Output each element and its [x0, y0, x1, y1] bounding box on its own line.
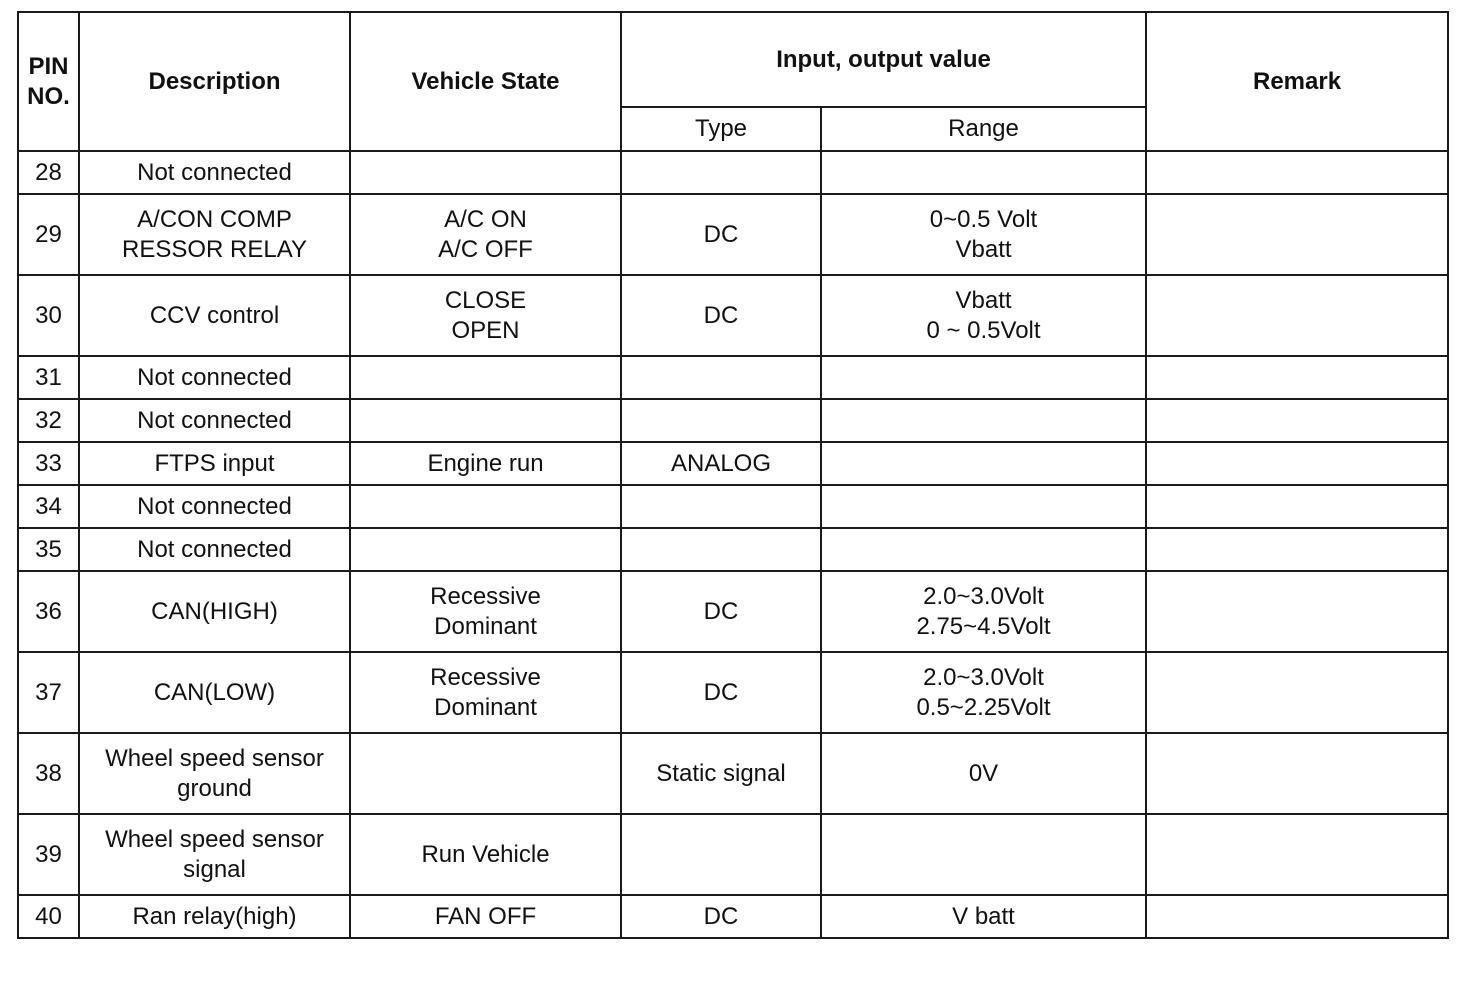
header-pin-line-1: PIN: [28, 52, 69, 80]
pin-number-cell: 33: [18, 442, 79, 485]
vehicle-state-cell: [350, 814, 621, 895]
pin-number-cell: 40: [18, 895, 79, 938]
description-cell: [79, 275, 350, 356]
description-cell: [79, 528, 350, 571]
pin-number-cell: 30: [18, 275, 79, 356]
range-line: 0.5~2.25Volt: [916, 693, 1051, 721]
type-cell: [621, 151, 821, 194]
remark-cell: [1146, 275, 1448, 356]
range-cell: [821, 442, 1146, 485]
range-line: 2.75~4.5Volt: [916, 612, 1051, 640]
table-row: [18, 733, 1448, 814]
remark-cell: [1146, 528, 1448, 571]
pin-number-cell: 38: [18, 733, 79, 814]
vehicle-state-line: Recessive: [430, 582, 541, 610]
vehicle-state-cell: [350, 275, 621, 356]
vehicle-state-line: CLOSE: [444, 286, 527, 314]
pin-number-cell: 39: [18, 814, 79, 895]
header-io-value: Input, output value: [621, 12, 1146, 107]
pin-number-cell: 37: [18, 652, 79, 733]
vehicle-state-line: FAN OFF: [434, 902, 537, 930]
pin-description-table: [17, 11, 1449, 939]
remark-cell: [1146, 652, 1448, 733]
range-cell: [821, 895, 1146, 938]
table-row: [18, 485, 1448, 528]
range-line: V batt: [952, 902, 1015, 930]
vehicle-state-line: Run Vehicle: [421, 840, 550, 868]
table-row: [18, 814, 1448, 895]
vehicle-state-line: Dominant: [434, 612, 537, 640]
range-cell: [821, 528, 1146, 571]
range-cell: [821, 652, 1146, 733]
vehicle-state-cell: [350, 571, 621, 652]
type-cell: DC: [621, 652, 821, 733]
header-description: Description: [79, 12, 350, 151]
description-line: FTPS input: [154, 449, 275, 477]
pin-number-cell: 28: [18, 151, 79, 194]
type-cell: DC: [621, 194, 821, 275]
type-cell: DC: [621, 895, 821, 938]
type-cell: [621, 485, 821, 528]
vehicle-state-line: Dominant: [434, 693, 537, 721]
remark-cell: [1146, 151, 1448, 194]
description-cell: [79, 442, 350, 485]
description-line: signal: [183, 855, 246, 883]
remark-cell: [1146, 399, 1448, 442]
range-cell: [821, 733, 1146, 814]
description-cell: [79, 652, 350, 733]
description-cell: [79, 895, 350, 938]
range-line: 2.0~3.0Volt: [923, 582, 1044, 610]
table-body: [18, 151, 1448, 938]
table-row: [18, 399, 1448, 442]
description-line: CCV control: [149, 301, 280, 329]
description-cell: [79, 194, 350, 275]
type-cell: DC: [621, 571, 821, 652]
range-cell: [821, 194, 1146, 275]
pin-number-cell: 32: [18, 399, 79, 442]
vehicle-state-cell: [350, 895, 621, 938]
table-row: [18, 356, 1448, 399]
type-cell: [621, 356, 821, 399]
description-line: Wheel speed sensor: [105, 744, 324, 772]
description-cell: [79, 733, 350, 814]
description-cell: [79, 399, 350, 442]
range-cell: [821, 399, 1146, 442]
vehicle-state-cell: [350, 442, 621, 485]
description-cell: [79, 814, 350, 895]
remark-cell: [1146, 194, 1448, 275]
range-line: 0 ~ 0.5Volt: [926, 316, 1041, 344]
vehicle-state-cell: [350, 151, 621, 194]
header-remark: Remark: [1146, 12, 1448, 151]
description-line: ground: [177, 774, 252, 802]
vehicle-state-line: OPEN: [451, 316, 520, 344]
range-cell: [821, 485, 1146, 528]
description-line: Not connected: [137, 363, 292, 391]
table-row: [18, 571, 1448, 652]
remark-cell: [1146, 485, 1448, 528]
table-row: [18, 194, 1448, 275]
range-cell: [821, 814, 1146, 895]
description-line: CAN(LOW): [153, 678, 276, 706]
table-row: [18, 151, 1448, 194]
description-line: CAN(HIGH): [151, 597, 278, 625]
table-row: [18, 442, 1448, 485]
header-pin-no: [18, 12, 79, 151]
vehicle-state-line: Recessive: [430, 663, 541, 691]
description-line: Ran relay(high): [132, 902, 297, 930]
description-line: Not connected: [137, 158, 292, 186]
header-pin-line-2: NO.: [27, 82, 70, 110]
description-cell: [79, 151, 350, 194]
range-line: 0~0.5 Volt: [929, 205, 1038, 233]
description-line: Not connected: [137, 406, 292, 434]
vehicle-state-line: Engine run: [427, 449, 544, 477]
vehicle-state-cell: [350, 356, 621, 399]
range-line: 2.0~3.0Volt: [923, 663, 1044, 691]
header-row: [18, 12, 1448, 107]
pin-number-cell: 34: [18, 485, 79, 528]
description-line: A/CON COMP: [137, 205, 292, 233]
description-cell: [79, 571, 350, 652]
vehicle-state-cell: [350, 733, 621, 814]
range-cell: [821, 275, 1146, 356]
range-line: Vbatt: [955, 235, 1012, 263]
pin-number-cell: 36: [18, 571, 79, 652]
remark-cell: [1146, 571, 1448, 652]
vehicle-state-cell: [350, 528, 621, 571]
remark-cell: [1146, 895, 1448, 938]
range-cell: [821, 571, 1146, 652]
type-cell: Static signal: [621, 733, 821, 814]
remark-cell: [1146, 356, 1448, 399]
pin-number-cell: 35: [18, 528, 79, 571]
vehicle-state-line: A/C ON: [444, 205, 527, 233]
range-cell: [821, 151, 1146, 194]
type-cell: [621, 528, 821, 571]
remark-cell: [1146, 733, 1448, 814]
remark-cell: [1146, 814, 1448, 895]
description-line: Not connected: [137, 535, 292, 563]
table-row: [18, 528, 1448, 571]
description-cell: [79, 485, 350, 528]
header-range: Range: [821, 107, 1146, 151]
remark-cell: [1146, 442, 1448, 485]
table-row: [18, 652, 1448, 733]
header-vehicle-state: Vehicle State: [350, 12, 621, 151]
type-cell: [621, 814, 821, 895]
table-row: [18, 275, 1448, 356]
pin-number-cell: 29: [18, 194, 79, 275]
description-line: RESSOR RELAY: [122, 235, 307, 263]
description-cell: [79, 356, 350, 399]
vehicle-state-cell: [350, 652, 621, 733]
pin-number-cell: 31: [18, 356, 79, 399]
range-line: 0V: [968, 759, 999, 787]
type-cell: ANALOG: [621, 442, 821, 485]
range-line: Vbatt: [955, 286, 1012, 314]
header-type: Type: [621, 107, 821, 151]
vehicle-state-cell: [350, 194, 621, 275]
type-cell: [621, 399, 821, 442]
description-line: Wheel speed sensor: [105, 825, 324, 853]
range-cell: [821, 356, 1146, 399]
table-row: [18, 895, 1448, 938]
description-line: Not connected: [137, 492, 292, 520]
vehicle-state-line: A/C OFF: [438, 235, 533, 263]
pin-table-page: [17, 11, 1447, 939]
vehicle-state-cell: [350, 485, 621, 528]
type-cell: DC: [621, 275, 821, 356]
vehicle-state-cell: [350, 399, 621, 442]
